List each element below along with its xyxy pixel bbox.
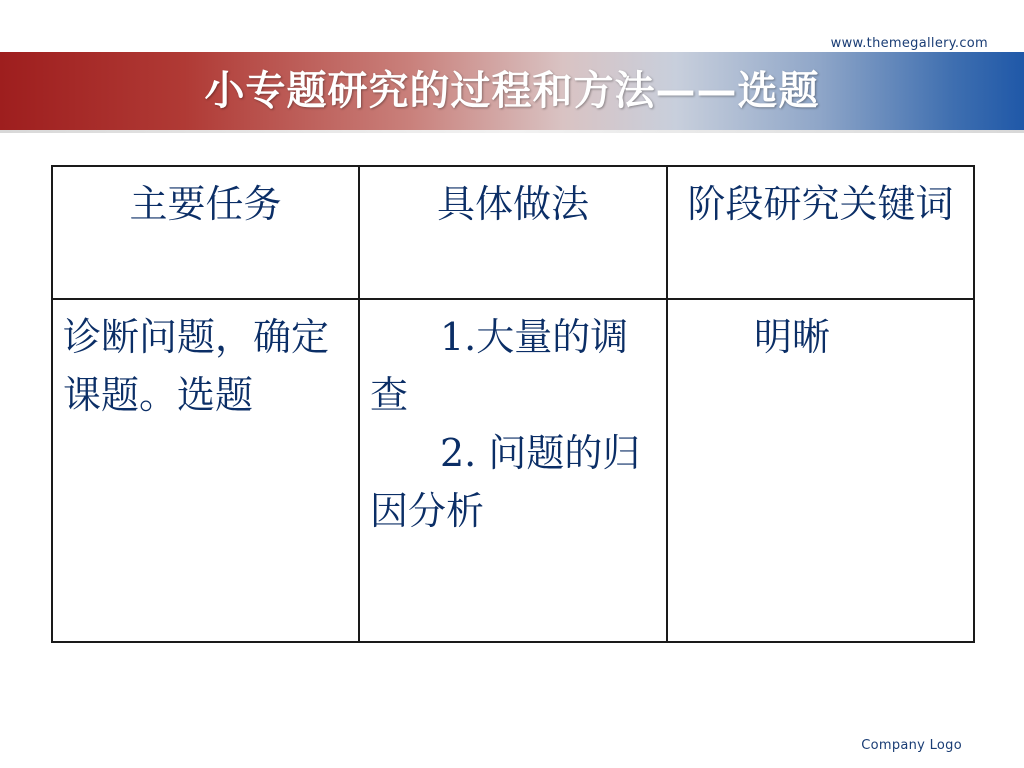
task-table xyxy=(51,165,975,643)
company-logo: Company Logo xyxy=(861,738,962,753)
table-row xyxy=(52,299,974,642)
method-item-1-text: 大量的调查 xyxy=(370,315,629,417)
method-item-1 xyxy=(370,308,656,424)
keyword-cell: 明晰 xyxy=(667,299,974,642)
method-item-1-number: 1. xyxy=(440,315,477,359)
task-cell: 诊断问题，确定课题。选题 xyxy=(52,299,359,642)
header-main-task: 主要任务 xyxy=(52,166,359,299)
header-stage-keyword: 阶段研究关键词 xyxy=(667,166,974,299)
table-header-row xyxy=(52,166,974,299)
method-cell xyxy=(359,299,667,642)
header-specific-method: 具体做法 xyxy=(359,166,667,299)
title-bar xyxy=(0,52,1024,130)
method-item-2 xyxy=(370,424,656,540)
method-item-2-text: 问题的归因分析 xyxy=(370,431,641,533)
page-title: 小专题研究的过程和方法——选题 xyxy=(204,68,820,114)
method-item-2-number: 2. xyxy=(440,431,477,475)
site-url[interactable]: www.themegallery.com xyxy=(830,36,988,51)
